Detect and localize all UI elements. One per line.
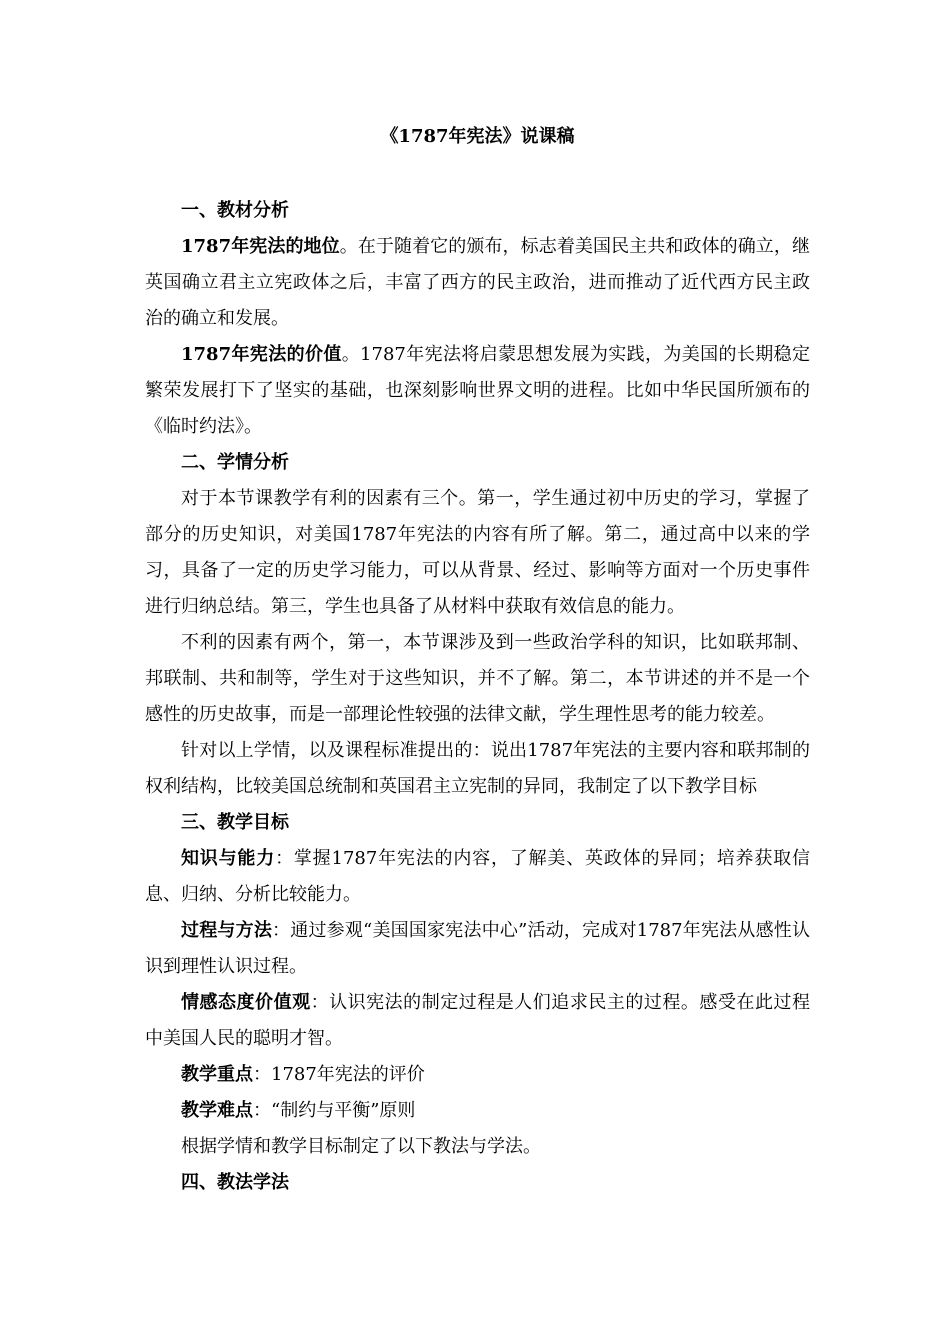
paragraph-lead: 1787年宪法的地位 bbox=[181, 236, 340, 257]
paragraph-unfavorable-factors: 不利的因素有两个，第一，本节课涉及到一些政治学科的知识，比如联邦制、邦联制、共和制等，学生对于这些知识，并不了解。第二，本节讲述的并不是一个感性的历史故事，而是一部理论性较强的法律文献，学生理性思考的能力较差。 bbox=[145, 632, 810, 725]
paragraph-process-method bbox=[145, 913, 810, 985]
paragraph-text: 。1787年宪法将启蒙思想发展为实践，为美国的长期稳定繁荣发展打下了坚实的基础，也深刻影响世界文明的进程。比如中华民国所颁布的《临时约法》。 bbox=[145, 344, 810, 437]
paragraph-teaching-focus bbox=[145, 1057, 810, 1093]
paragraph-lead: 教学难点 bbox=[181, 1100, 253, 1121]
paragraph-text: ：“制约与平衡”原则 bbox=[253, 1100, 416, 1121]
paragraph-lead: 过程与方法 bbox=[181, 920, 273, 941]
paragraph-lead: 教学重点 bbox=[181, 1064, 253, 1085]
paragraph-text: 。在于随着它的颁布，标志着美国民主共和政体的确立，继英国确立君主立宪政体之后，丰富了西方的民主政治，进而推动了近代西方民主政治的确立和发展。 bbox=[145, 236, 810, 329]
paragraph-lead: 知识与能力 bbox=[181, 848, 276, 869]
paragraph-constitution-status bbox=[145, 229, 810, 337]
paragraph-teaching-difficulty bbox=[145, 1093, 810, 1129]
paragraph-constitution-value bbox=[145, 337, 810, 445]
paragraph-text: ：掌握1787年宪法的内容，了解美、英政体的异同；培养获取信息、归纳、分析比较能力。 bbox=[145, 848, 810, 905]
paragraph-lead: 情感态度价值观 bbox=[181, 992, 311, 1013]
paragraph-emotion-values bbox=[145, 985, 810, 1057]
paragraph-text: ：通过参观“美国国家宪法中心”活动，完成对1787年宪法从感性认识到理性认识过程。 bbox=[145, 920, 810, 977]
section-heading-teaching-goals: 三、教学目标 bbox=[181, 812, 289, 833]
paragraph-text: ：1787年宪法的评价 bbox=[253, 1064, 425, 1085]
paragraph-knowledge-ability bbox=[145, 841, 810, 913]
section-heading-textbook-analysis: 一、教材分析 bbox=[181, 200, 289, 221]
paragraph-goal-basis: 针对以上学情，以及课程标准提出的：说出1787年宪法的主要内容和联邦制的权利结构，比较美国总统制和英国君主立宪制的异同，我制定了以下教学目标 bbox=[145, 740, 810, 797]
document-title: 《1787年宪法》说课稿 bbox=[380, 126, 575, 147]
document-body bbox=[145, 193, 810, 1201]
section-heading-teaching-methods: 四、教法学法 bbox=[181, 1172, 289, 1193]
paragraph-lead: 1787年宪法的价值 bbox=[181, 344, 342, 365]
paragraph-method-intro: 根据学情和教学目标制定了以下教法与学法。 bbox=[181, 1136, 541, 1157]
section-heading-student-analysis: 二、学情分析 bbox=[181, 452, 289, 473]
paragraph-text: ：认识宪法的制定过程是人们追求民主的过程。感受在此过程中美国人民的聪明才智。 bbox=[145, 992, 811, 1049]
paragraph-favorable-factors: 对于本节课教学有利的因素有三个。第一，学生通过初中历史的学习，掌握了部分的历史知识，对美国1787年宪法的内容有所了解。第二，通过高中以来的学习，具备了一定的历史学习能力，可以从背景、经过、影响等方面对一个历史事件进行归纳总结。第三，学生也具备了从材料中获取有效信息的能力。 bbox=[145, 488, 810, 617]
